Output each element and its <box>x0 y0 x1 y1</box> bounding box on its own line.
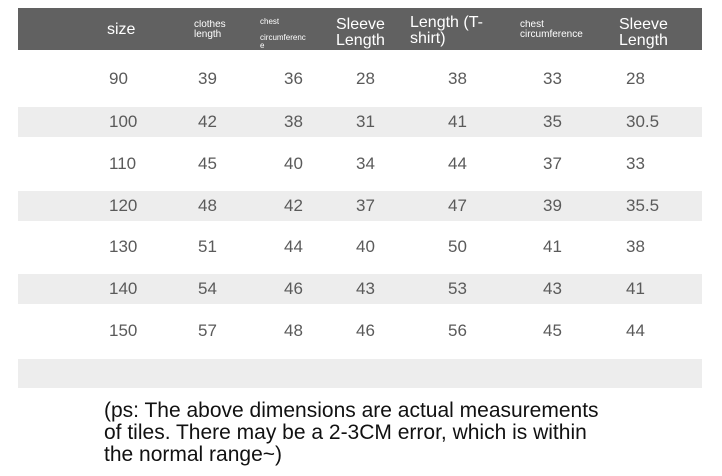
table-cell: 48 <box>284 321 303 340</box>
header-sleeve-length: Sleeve Length <box>336 17 385 49</box>
table-cell: 33 <box>543 69 562 88</box>
table-row <box>18 191 702 221</box>
header-size: size <box>107 22 136 38</box>
table-cell: 47 <box>448 196 467 215</box>
table-row <box>18 232 702 262</box>
table-cell: 57 <box>198 321 217 340</box>
table-cell: 42 <box>284 196 303 215</box>
table-cell: 34 <box>356 154 375 173</box>
table-cell: 38 <box>448 69 467 88</box>
table-cell: 44 <box>284 237 303 256</box>
table-cell: 46 <box>356 321 375 340</box>
table-cell: 56 <box>448 321 467 340</box>
table-cell: 130 <box>109 237 138 256</box>
table-cell: 38 <box>626 237 645 256</box>
table-cell: 36 <box>284 69 303 88</box>
table-cell: 33 <box>626 154 645 173</box>
table-row <box>18 274 702 304</box>
table-cell: 28 <box>626 69 645 88</box>
table-cell: 45 <box>198 154 217 173</box>
table-cell: 46 <box>284 279 303 298</box>
table-cell: 28 <box>356 69 375 88</box>
table-row <box>18 107 702 137</box>
table-cell: 51 <box>198 237 217 256</box>
table-cell: 40 <box>356 237 375 256</box>
table-cell: 38 <box>284 112 303 131</box>
table-cell: 39 <box>198 69 217 88</box>
table-cell: 41 <box>448 112 467 131</box>
header-circumference: circumferenc e <box>260 34 306 50</box>
measurement-note <box>104 400 704 466</box>
header-clothes-length: clothes length <box>194 20 226 40</box>
table-cell: 43 <box>543 279 562 298</box>
table-cell: 37 <box>543 154 562 173</box>
table-cell: 41 <box>543 237 562 256</box>
table-cell: 100 <box>109 112 138 131</box>
table-cell: 120 <box>109 196 138 215</box>
header-length-tshirt: Length (T- shirt) <box>410 15 483 47</box>
table-footer-band <box>18 359 702 388</box>
table-cell: 48 <box>198 196 217 215</box>
table-cell: 41 <box>626 279 645 298</box>
table-cell: 31 <box>356 112 375 131</box>
header-chest-circumference: chest circumference <box>520 20 583 40</box>
table-cell: 150 <box>109 321 138 340</box>
table-cell: 140 <box>109 279 138 298</box>
header-sleeve-length-2: Sleeve Length <box>619 17 668 49</box>
table-cell: 54 <box>198 279 217 298</box>
table-cell: 42 <box>198 112 217 131</box>
table-cell: 50 <box>448 237 467 256</box>
note-line-1: (ps: The above dimensions are actual measurements <box>104 399 599 422</box>
table-cell: 45 <box>543 321 562 340</box>
table-cell: 44 <box>626 321 645 340</box>
table-row <box>18 64 702 94</box>
table-cell: 40 <box>284 154 303 173</box>
table-cell: 37 <box>356 196 375 215</box>
table-cell: 90 <box>109 69 128 88</box>
table-cell: 43 <box>356 279 375 298</box>
note-line-2: of tiles. There may be a 2-3CM error, which is within <box>104 421 587 444</box>
table-cell: 35.5 <box>626 196 660 215</box>
table-cell: 30.5 <box>626 112 660 131</box>
table-row <box>18 149 702 179</box>
table-row <box>18 316 702 346</box>
table-header <box>18 8 702 50</box>
table-cell: 53 <box>448 279 467 298</box>
table-cell: 110 <box>109 154 137 173</box>
table-cell: 44 <box>448 154 467 173</box>
table-cell: 39 <box>543 196 562 215</box>
table-cell: 35 <box>543 112 562 131</box>
note-line-3: the normal range~) <box>104 443 283 466</box>
header-chest: chest <box>260 18 280 26</box>
